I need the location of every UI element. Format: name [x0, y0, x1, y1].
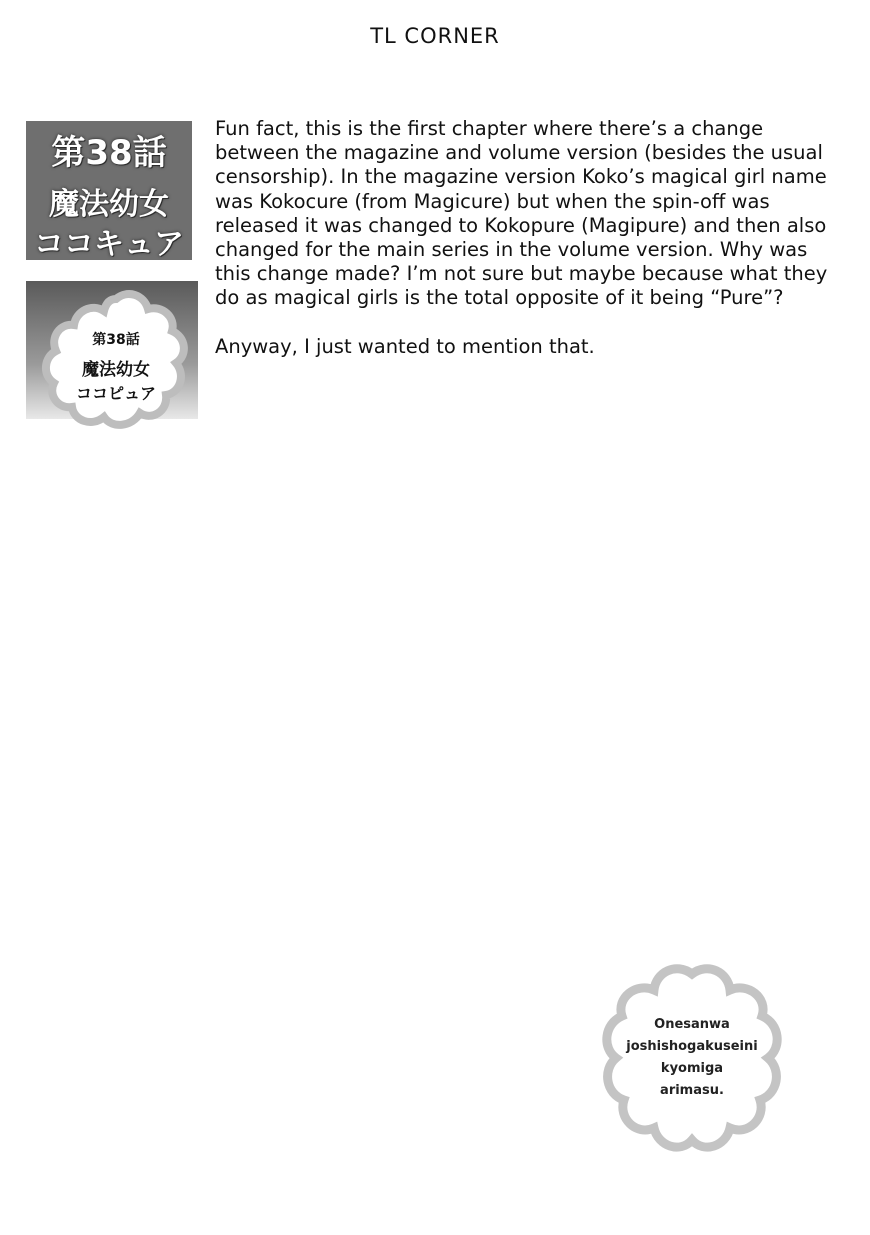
stamp-line: arimasu.: [660, 1083, 724, 1098]
chapter-number: 第38話: [92, 332, 140, 348]
chapter-title: ココキュア: [34, 227, 184, 260]
note-paragraph: Anyway, I just wanted to mention that.: [215, 334, 595, 358]
translator-notes: [215, 117, 845, 383]
title-stamp: [598, 964, 786, 1152]
stamp-line: joshishogakuseini: [626, 1039, 758, 1054]
page-title: TL CORNER: [370, 24, 500, 48]
chapter-number: 第38話: [51, 133, 167, 173]
stamp-text: [598, 1014, 786, 1102]
volume-title-panel: [26, 281, 198, 441]
note-paragraph: Fun fact, this is the first chapter where there’s a change between the magazine and volume version (besides the usual censorship). In the magazine version Koko’s magical girl name was Kokocure (from Magicure) but when the spin-off was released it was changed to Kokopure (Magipure) and then also changed for the main series in the volume version. Why was this change made? I’m not sure but maybe because what they do as magical girls is the total opposite of it being “Pure”?: [215, 117, 828, 310]
series-title: 魔法幼女: [49, 187, 169, 222]
stamp-line: kyomiga: [660, 1061, 724, 1076]
chapter-title: ココピュア: [75, 384, 156, 403]
series-title: 魔法幼女: [82, 360, 150, 380]
stamp-line: Onesanwa: [654, 1017, 730, 1032]
magazine-title-panel: [26, 121, 192, 260]
